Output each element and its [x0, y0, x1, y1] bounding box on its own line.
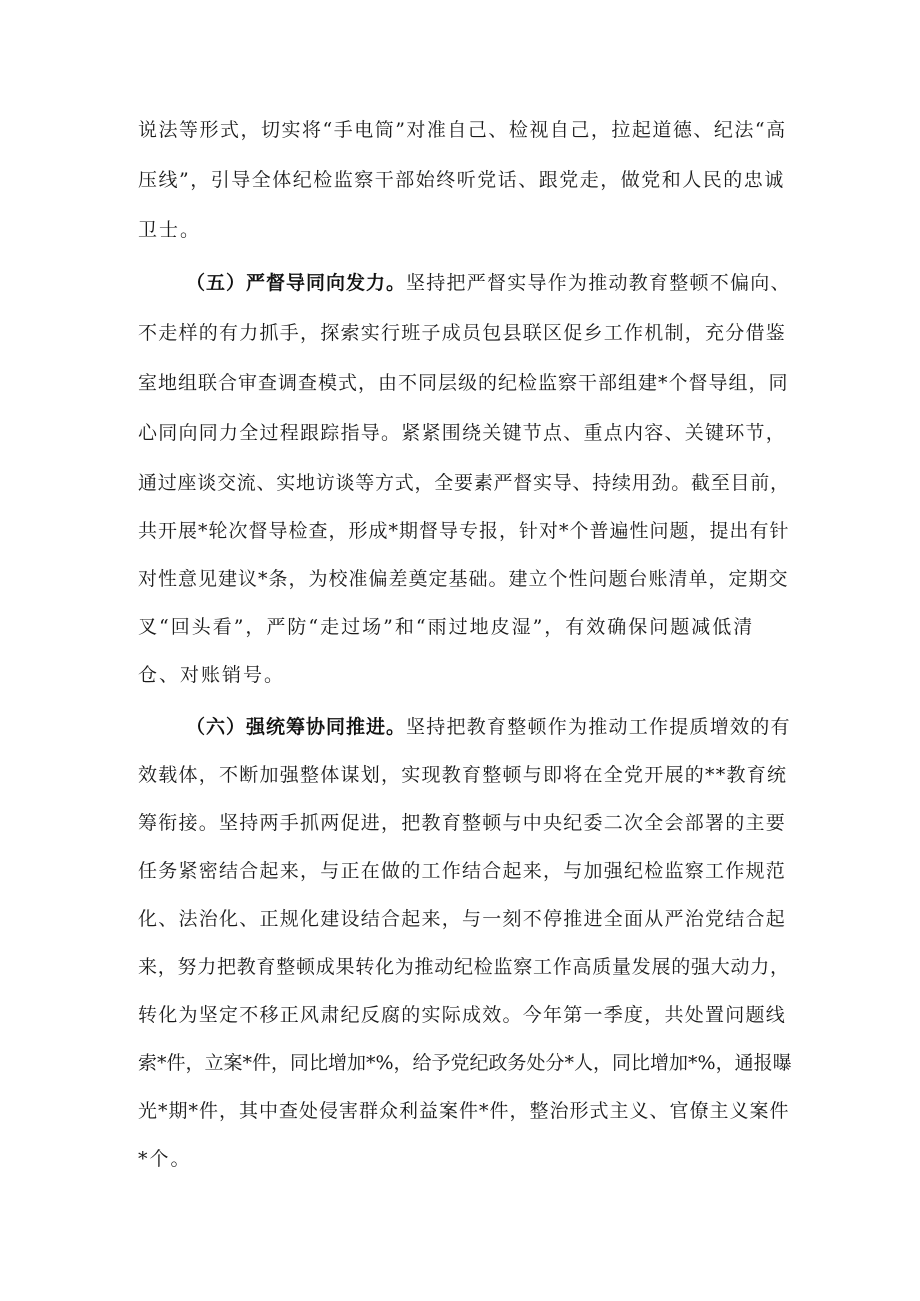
paragraph-3-line-2: 效载体，不断加强整体谋划，实现教育整顿与即将在全党开展的**教育统: [138, 764, 788, 786]
paragraph-2-line-9: 仓、对账销号。: [138, 664, 286, 686]
section-5-heading: （五）严督导同向发力。: [186, 272, 407, 294]
paragraph-3-line-8: 索*件，立案*件，同比增加*%，给予党纪政务处分*人，同比增加*%，通报曝: [138, 1052, 792, 1074]
paragraph-3-line-5: 化、法治化、正规化建设结合起来，与一刻不停推进全面从严治党结合起: [138, 908, 787, 930]
paragraph-3-line-9: 光*期*件，其中查处侵害群众利益案件*件，整治形式主义、官僚主义案件: [138, 1100, 790, 1122]
paragraph-3-line-6: 来，努力把教育整顿成果转化为推动纪检监察工作高质量发展的强大动力，: [138, 956, 790, 978]
paragraph-2-line-1-text: 坚持把严督实导作为推动教育整顿不偏向、: [406, 272, 791, 294]
paragraph-2-line-3: 室地组联合审查调查模式，由不同层级的纪检监察干部组建*个督导组，同: [138, 372, 789, 394]
paragraph-3-line-7: 转化为坚定不移正风肃纪反腐的实际成效。今年第一季度，共处置问题线: [138, 1004, 787, 1026]
paragraph-3-line-10: *个。: [138, 1148, 192, 1170]
paragraph-1-line-2: 压线”，引导全体纪检监察干部始终听党话、跟党走，做党和人民的忠诚: [138, 169, 785, 191]
paragraph-2-line-1: [186, 270, 791, 296]
paragraph-1-line-3: 卫士。: [138, 219, 202, 241]
paragraph-2-line-8: 叉“回头看”，严防“走过场”和“雨过地皮湿”，有效确保问题减低清: [138, 616, 755, 638]
paragraph-3-line-3: 筹衔接。坚持两手抓两促进，把教育整顿与中央纪委二次全会部署的主要: [138, 812, 787, 834]
paragraph-2-line-4: 心同向同力全过程跟踪指导。紧紧围绕关键节点、重点内容、关键环节，: [138, 422, 787, 444]
paragraph-3-line-1-text: 坚持把教育整顿作为推动工作提质增效的有: [406, 716, 791, 738]
paragraph-3-line-1: [186, 714, 791, 740]
paragraph-2-line-5: 通过座谈交流、实地访谈等方式，全要素严督实导、持续用劲。截至目前，: [138, 472, 790, 494]
paragraph-2-line-2: 不走样的有力抓手，探索实行班子成员包县联区促乡工作机制，充分借鉴: [138, 322, 787, 344]
paragraph-2-line-6: 共开展*轮次督导检查，形成*期督导专报，针对*个普遍性问题，提出有针: [138, 520, 790, 542]
paragraph-1-line-1: 说法等形式，切实将“手电筒”对准自己、检视自己，拉起道德、纪法“高: [138, 119, 787, 141]
paragraph-2-line-7: 对性意见建议*条，为校准偏差奠定基础。建立个性问题台账清单，定期交: [138, 568, 789, 590]
section-6-heading: （六）强统筹协同推进。: [186, 716, 407, 738]
paragraph-3-line-4: 任务紧密结合起来，与正在做的工作结合起来，与加强纪检监察工作规范: [138, 860, 787, 882]
